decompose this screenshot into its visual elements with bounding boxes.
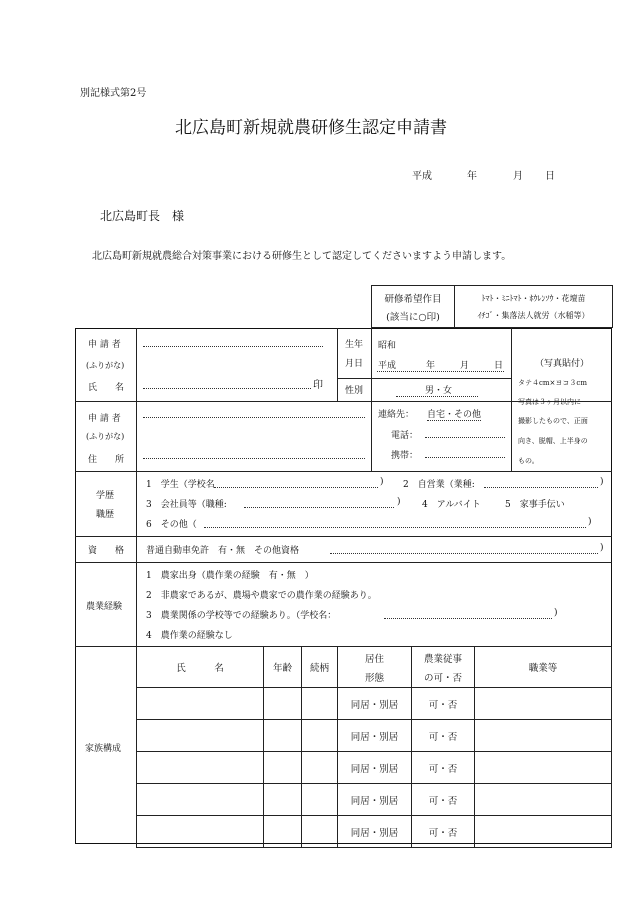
form-number: 別記様式第2号 xyxy=(80,88,147,99)
divider xyxy=(75,536,612,537)
family-age-cell[interactable] xyxy=(264,752,302,784)
table-row xyxy=(137,752,612,784)
family-name-cell[interactable] xyxy=(137,720,264,752)
history-close-2: ) xyxy=(600,477,604,487)
crop-options-2[interactable]: ｲﾁｺﾞ・集落法人就労（水稲等） xyxy=(477,310,590,320)
school-name-input[interactable] xyxy=(214,487,378,488)
sex-label: 性別 xyxy=(345,386,364,396)
header-age: 年齢 xyxy=(264,647,302,688)
crop-label-1: 研修希望作目 xyxy=(384,293,442,305)
family-residence-cell[interactable]: 同居・別居 xyxy=(338,784,412,816)
family-farm-cell[interactable]: 可・否 xyxy=(412,752,475,784)
farming-item-4[interactable]: 4 農作業の経験なし xyxy=(146,631,233,641)
address-input[interactable] xyxy=(143,458,365,459)
header-name: 氏 名 xyxy=(137,647,264,688)
table-row xyxy=(137,720,612,752)
family-residence-cell[interactable]: 同居・別居 xyxy=(338,720,412,752)
family-header-row xyxy=(137,647,612,688)
contact-label: 連絡先： xyxy=(378,410,415,420)
crop-label-2: (該当に○印) xyxy=(386,311,440,323)
family-farm-cell[interactable]: 可・否 xyxy=(412,816,475,848)
crop-selection-box xyxy=(371,285,613,328)
divider xyxy=(371,328,372,471)
header-residence xyxy=(338,647,412,688)
family-farm-cell[interactable]: 可・否 xyxy=(412,720,475,752)
family-name-cell[interactable] xyxy=(137,816,264,848)
birth-day: 日 xyxy=(494,361,504,371)
table-row xyxy=(137,784,612,816)
applicant-label-2: 申 請 者 xyxy=(88,414,121,424)
family-job-cell[interactable] xyxy=(475,784,612,816)
furigana-label-2: (ふりがな) xyxy=(86,432,125,441)
crop-options-cell[interactable] xyxy=(455,286,613,328)
birth-date-input[interactable] xyxy=(377,371,504,372)
farming-item-3[interactable]: 3 農業関係の学校等での経験あり。（学校名： xyxy=(146,611,337,621)
table-row xyxy=(137,816,612,848)
family-relation-cell[interactable] xyxy=(302,720,338,752)
statement: 北広島町新規就農総合対策事業における研修生として認定してくださいますよう申請します。 xyxy=(92,251,512,262)
header-job: 職業等 xyxy=(475,647,612,688)
date-era: 平成 xyxy=(412,171,432,182)
birth-month: 月 xyxy=(460,361,470,371)
sex-value[interactable]: 男・女 xyxy=(425,386,453,396)
farming-label: 農業経験 xyxy=(86,602,123,612)
phone-input[interactable] xyxy=(425,437,505,438)
family-table xyxy=(136,646,612,848)
divider xyxy=(337,378,511,379)
divider xyxy=(511,328,512,471)
header-residence-1: 居住 xyxy=(364,653,384,665)
crop-options-1[interactable]: ﾄﾏﾄ・ﾐﾆﾄﾏﾄ・ﾎｳﾚﾝｿｳ・花壇苗 xyxy=(481,293,586,303)
photo-size: タテ４cm×ヨコ３cm xyxy=(518,379,587,387)
family-age-cell[interactable] xyxy=(264,816,302,848)
table-row xyxy=(137,688,612,720)
header-farm-1: 農業従事 xyxy=(423,653,462,665)
family-farm-cell[interactable]: 可・否 xyxy=(412,688,475,720)
history-item-6[interactable]: 6 その他（ xyxy=(146,520,197,530)
date-month: 月 xyxy=(513,171,523,182)
history-item-1[interactable]: 1 学生（学校名 xyxy=(146,480,215,490)
crop-label-cell xyxy=(372,286,455,328)
photo-note-3: 向き、脱帽、上半身の xyxy=(518,437,588,445)
family-relation-cell[interactable] xyxy=(302,688,338,720)
divider xyxy=(75,471,612,472)
family-residence-cell[interactable]: 同居・別居 xyxy=(338,816,412,848)
family-job-cell[interactable] xyxy=(475,816,612,848)
family-label: 家族構成 xyxy=(85,744,122,754)
mobile-input[interactable] xyxy=(425,457,505,458)
name-input[interactable] xyxy=(143,388,311,389)
page-title: 北広島町新規就農研修生認定申請書 xyxy=(175,118,447,138)
family-residence-cell[interactable]: 同居・別居 xyxy=(338,752,412,784)
header-farm-2: の可・否 xyxy=(423,672,462,684)
family-relation-cell[interactable] xyxy=(302,784,338,816)
history-item-5[interactable]: 5 家事手伝い xyxy=(505,500,565,510)
name-label: 氏 名 xyxy=(88,383,125,393)
header-relation: 続柄 xyxy=(302,647,338,688)
family-relation-cell[interactable] xyxy=(302,816,338,848)
farm-school-input[interactable] xyxy=(384,618,552,619)
family-name-cell[interactable] xyxy=(137,688,264,720)
divider xyxy=(337,328,338,401)
family-age-cell[interactable] xyxy=(264,784,302,816)
photo-note-4: もの。 xyxy=(518,457,539,465)
family-age-cell[interactable] xyxy=(264,688,302,720)
applicant-label: 申 請 者 xyxy=(88,340,121,350)
farming-item-2[interactable]: 2 非農家であるが、農場や農家での農作業の経験あり。 xyxy=(146,591,377,601)
family-job-cell[interactable] xyxy=(475,688,612,720)
history-close-3: ) xyxy=(397,497,401,507)
addressee: 北広島町長 様 xyxy=(100,209,185,223)
family-name-cell[interactable] xyxy=(137,752,264,784)
history-item-4[interactable]: 4 アルバイト xyxy=(422,500,481,510)
date-day: 日 xyxy=(545,171,555,182)
furigana-input[interactable] xyxy=(143,346,323,347)
birth-label-1: 生年 xyxy=(345,340,364,350)
license-label: 資 格 xyxy=(88,546,125,556)
farming-item-1[interactable]: 1 農家出身（農作業の経験 有・無 ） xyxy=(146,571,314,581)
business-type-input[interactable] xyxy=(484,487,598,488)
birth-year: 年 xyxy=(426,361,436,371)
family-relation-cell[interactable] xyxy=(302,752,338,784)
family-residence-cell[interactable]: 同居・別居 xyxy=(338,688,412,720)
license-close: ) xyxy=(600,543,604,553)
photo-note-2: 撮影したもので、正面 xyxy=(518,417,588,425)
history-close-6: ) xyxy=(588,517,592,527)
header-farm xyxy=(412,647,475,688)
family-name-cell[interactable] xyxy=(137,784,264,816)
history-label-1: 学歴 xyxy=(96,491,115,501)
farming-item-3-close: ) xyxy=(554,608,558,618)
job-type-input[interactable] xyxy=(244,507,394,508)
license-text[interactable]: 普通自動車免許 有・無 その他資格 xyxy=(146,546,300,556)
seal-mark: 印 xyxy=(313,380,323,391)
date-year: 年 xyxy=(467,171,477,182)
family-job-cell[interactable] xyxy=(475,752,612,784)
photo-note-1: 写真は３ヶ月以内に xyxy=(518,398,581,406)
history-label-2: 職歴 xyxy=(96,510,115,520)
history-item-2[interactable]: 2 自営業（業種: xyxy=(403,480,475,490)
era-heisei[interactable]: 平成 xyxy=(378,361,397,371)
sex-input[interactable] xyxy=(396,396,478,397)
divider xyxy=(75,562,612,563)
other-license-input[interactable] xyxy=(330,553,598,554)
contact-value[interactable]: 自宅・その他 xyxy=(427,407,481,421)
history-close-1: ) xyxy=(380,477,384,487)
family-farm-cell[interactable]: 可・否 xyxy=(412,784,475,816)
address-furigana-input[interactable] xyxy=(143,417,365,418)
mobile-label: 携帯： xyxy=(391,451,419,461)
other-history-input[interactable] xyxy=(204,527,586,528)
family-age-cell[interactable] xyxy=(264,720,302,752)
header-residence-2: 形態 xyxy=(364,672,384,684)
phone-label: 電話： xyxy=(391,431,419,441)
address-label: 住 所 xyxy=(88,455,125,465)
furigana-label: (ふりがな) xyxy=(86,361,125,370)
birth-label-2: 月日 xyxy=(345,359,364,369)
history-item-3[interactable]: 3 会社員等（職種: xyxy=(146,500,227,510)
photo-title: （写真貼付） xyxy=(535,359,590,369)
family-job-cell[interactable] xyxy=(475,720,612,752)
era-showa[interactable]: 昭和 xyxy=(378,341,397,351)
